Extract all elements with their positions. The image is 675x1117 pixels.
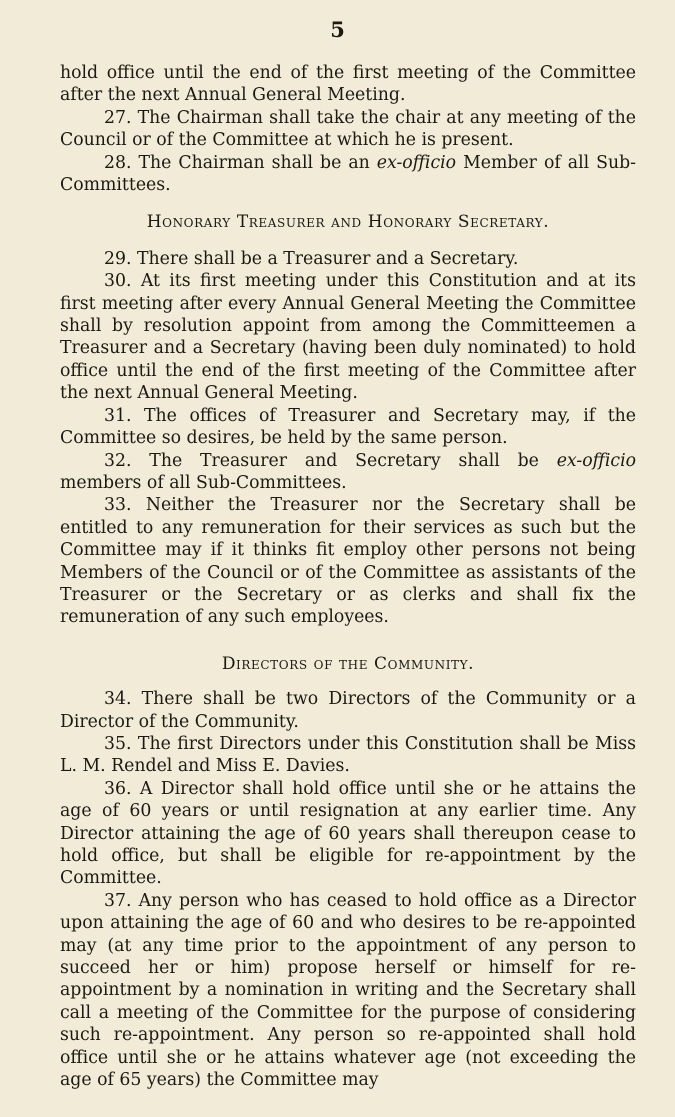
p28-text-before: 28. The Chairman shall be an [104, 152, 377, 173]
p32-italic-term: ex-officio [556, 450, 636, 471]
paragraph-33: 33. Neither the Treasurer nor the Secretary shall be entitled to any remuneration for their services as such but the Committee may if it thinks fit employ other persons not being Members of the Council or of the Committee as assistants of the Treasurer or the Secretary or as clerks and shall fix the remuneration of any such employees. [60, 495, 636, 628]
document-body [60, 62, 636, 1091]
p32-text-before: 32. The Treasurer and Secretary shall be [104, 450, 557, 471]
paragraph-36: 36. A Director shall hold office until she or he attains the age of 60 years or until resignation at any earlier time. Any Director attaining the age of 60 years shall thereupon cease to hold office, but shall be eligible for re-appointment by the Committee. [60, 778, 636, 889]
p28-italic-term: ex-officio [376, 152, 457, 173]
paragraph-31: 31. The offices of Treasurer and Secretary may, if the Committee so desires, be held by the same person. [60, 405, 636, 449]
paragraph-34: 34. There shall be two Directors of the Community or a Director of the Community. [60, 689, 636, 732]
section-heading-directors: Directors of the Community. [221, 653, 475, 674]
paragraph-28 [60, 152, 636, 197]
paragraph-37: 37. Any person who has ceased to hold office as a Director upon attaining the age of 60 and who desires to be re-appointed may (at any time prior to the appointment of any person to succeed her or him) propose herself or himself for re-appointment by a nomination in writing and the Secretary shall call a meeting of the Committee for the purpose of considering such re-appointment. Any person so re-appointed shall hold office until she or he attains whatever age (not exceeding the age of 65 years) the Committee may [60, 890, 636, 1091]
paragraph-32 [60, 450, 636, 495]
page-number: 5 [330, 17, 345, 42]
paragraph-35: 35. The first Directors under this Constitution shall be Miss L. M. Rendel and Miss E. Davies. [60, 733, 636, 777]
paragraph-29: 29. There shall be a Treasurer and a Secretary. [104, 248, 519, 269]
paragraph-continuation: hold office until the end of the first meeting of the Committee after the next Annual General Meeting. [60, 63, 636, 106]
p32-text-after: members of all Sub-Committees. [60, 472, 347, 493]
section-heading-treasurer-secretary: Honorary Treasurer and Honorary Secretary. [146, 212, 550, 233]
paragraph-30: 30. At its first meeting under this Constitution and at its first meeting after every Annual General Meeting the Committee shall by resolution appoint from among the Committeemen a Treasurer and a Secretary (having been duly nominated) to hold office until the end of the first meeting of the Committee after the next Annual General Meeting. [60, 271, 636, 404]
p28-text-after: Member of all Sub-Committees. [60, 152, 637, 196]
paragraph-27: 27. The Chairman shall take the chair at any meeting of the Council or of the Committee at which he is present. [60, 107, 636, 151]
